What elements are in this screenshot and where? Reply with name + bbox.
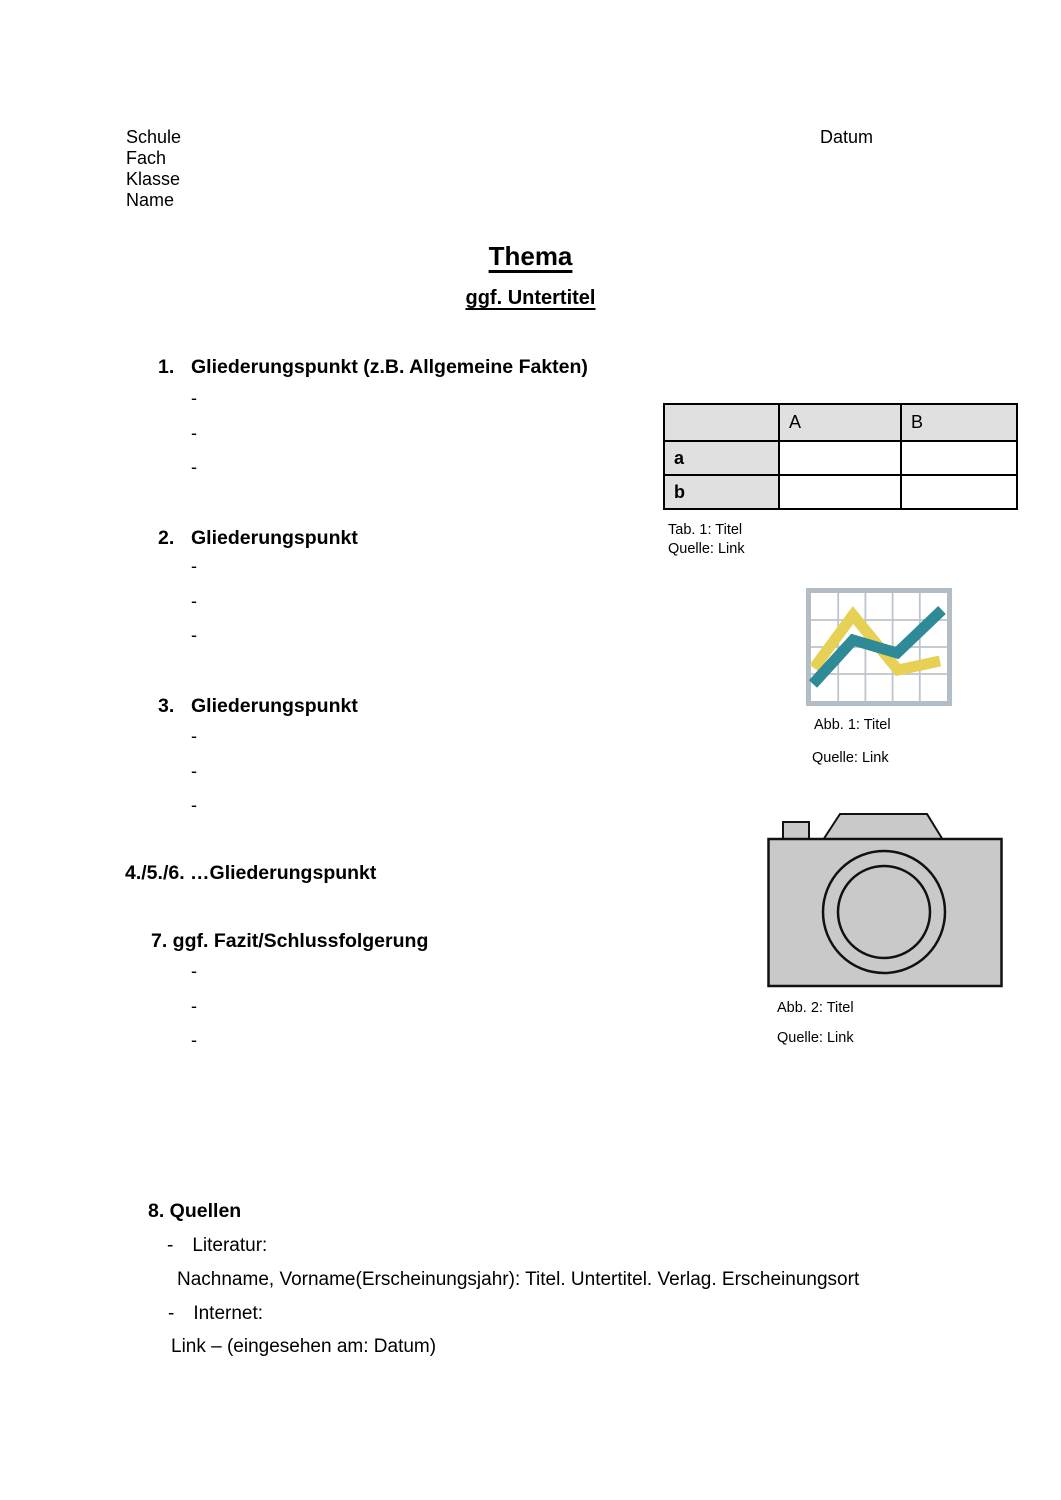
bullet-dash: -: [167, 1235, 174, 1256]
header-name: Name: [126, 190, 175, 210]
bullet-dash: -: [191, 726, 197, 746]
camera-image: [767, 812, 1003, 988]
table-row-label-b: b: [664, 475, 779, 509]
table-row-label-a: a: [664, 441, 779, 475]
bullet-dash: -: [191, 590, 197, 611]
section-7-bullets: [191, 954, 197, 1058]
bullet-dash: -: [191, 795, 197, 815]
table-col-header-b: B: [901, 404, 1017, 441]
header-schule: Schule: [126, 127, 182, 147]
figure-1-caption: Abb. 1: Titel: [814, 717, 891, 733]
table-figure: [663, 403, 1018, 510]
section-3-title: Gliederungspunkt: [191, 695, 358, 717]
bullet-dash: -: [191, 457, 197, 477]
section-1-heading: [158, 356, 588, 379]
bullet-dash: -: [191, 422, 197, 443]
section-3-heading: [158, 695, 358, 718]
table-caption-title: Tab. 1: Titel: [668, 522, 743, 538]
section-2-bullets: [191, 549, 197, 653]
bullet-dash: -: [191, 760, 197, 781]
section-3-number: 3.: [158, 695, 175, 717]
table-caption: [668, 521, 745, 558]
literatur-entry: Nachname, Vorname(Erscheinungsjahr): Titel. Untertitel. Verlag. Erscheinungsort: [177, 1269, 860, 1290]
internet-label: Internet:: [193, 1303, 264, 1324]
page-title: Thema: [488, 241, 573, 271]
section-1-number: 1.: [158, 356, 175, 378]
literatur-line: [167, 1235, 267, 1257]
table-cell-empty: [779, 441, 901, 475]
bullet-dash: -: [191, 961, 197, 981]
bullet-dash: -: [191, 388, 197, 408]
internet-line: [168, 1303, 263, 1325]
header-klasse: Klasse: [126, 169, 181, 189]
section-7-heading: 7. ggf. Fazit/Schlussfolgerung: [151, 930, 429, 952]
bullet-dash: -: [191, 995, 197, 1016]
table-cell-empty: [901, 475, 1017, 509]
section-2-title: Gliederungspunkt: [191, 527, 358, 549]
figure-2-caption: Abb. 2: Titel: [777, 1000, 854, 1016]
header-fach: Fach: [126, 148, 167, 168]
section-1-title: Gliederungspunkt (z.B. Allgemeine Fakten): [191, 356, 588, 378]
section-8-heading: 8. Quellen: [148, 1200, 242, 1222]
table-cell-empty: [901, 441, 1017, 475]
bullet-dash: -: [191, 1030, 197, 1050]
header-left-block: [126, 127, 181, 211]
bullet-dash: -: [191, 556, 197, 576]
header-date-label: Datum: [820, 127, 874, 147]
table-col-header-a: A: [779, 404, 901, 441]
bullet-dash: -: [168, 1303, 175, 1324]
page-subtitle: ggf. Untertitel: [465, 287, 596, 309]
section-456-heading: 4./5./6. …Gliederungspunkt: [125, 862, 377, 884]
table-corner-cell: [664, 404, 779, 441]
internet-entry: Link – (eingesehen am: Datum): [171, 1336, 437, 1357]
figure-2-source: Quelle: Link: [777, 1030, 854, 1046]
section-2-number: 2.: [158, 527, 175, 549]
section-2-heading: [158, 527, 358, 550]
placeholder-table: [663, 403, 1018, 510]
table-cell-empty: [779, 475, 901, 509]
table-caption-source: Quelle: Link: [668, 540, 745, 557]
literatur-label: Literatur:: [192, 1235, 268, 1256]
line-chart-image: [806, 588, 952, 706]
figure-1-source: Quelle: Link: [812, 750, 889, 766]
section-3-bullets: [191, 719, 197, 823]
section-1-bullets: [191, 381, 197, 485]
bullet-dash: -: [191, 625, 197, 645]
